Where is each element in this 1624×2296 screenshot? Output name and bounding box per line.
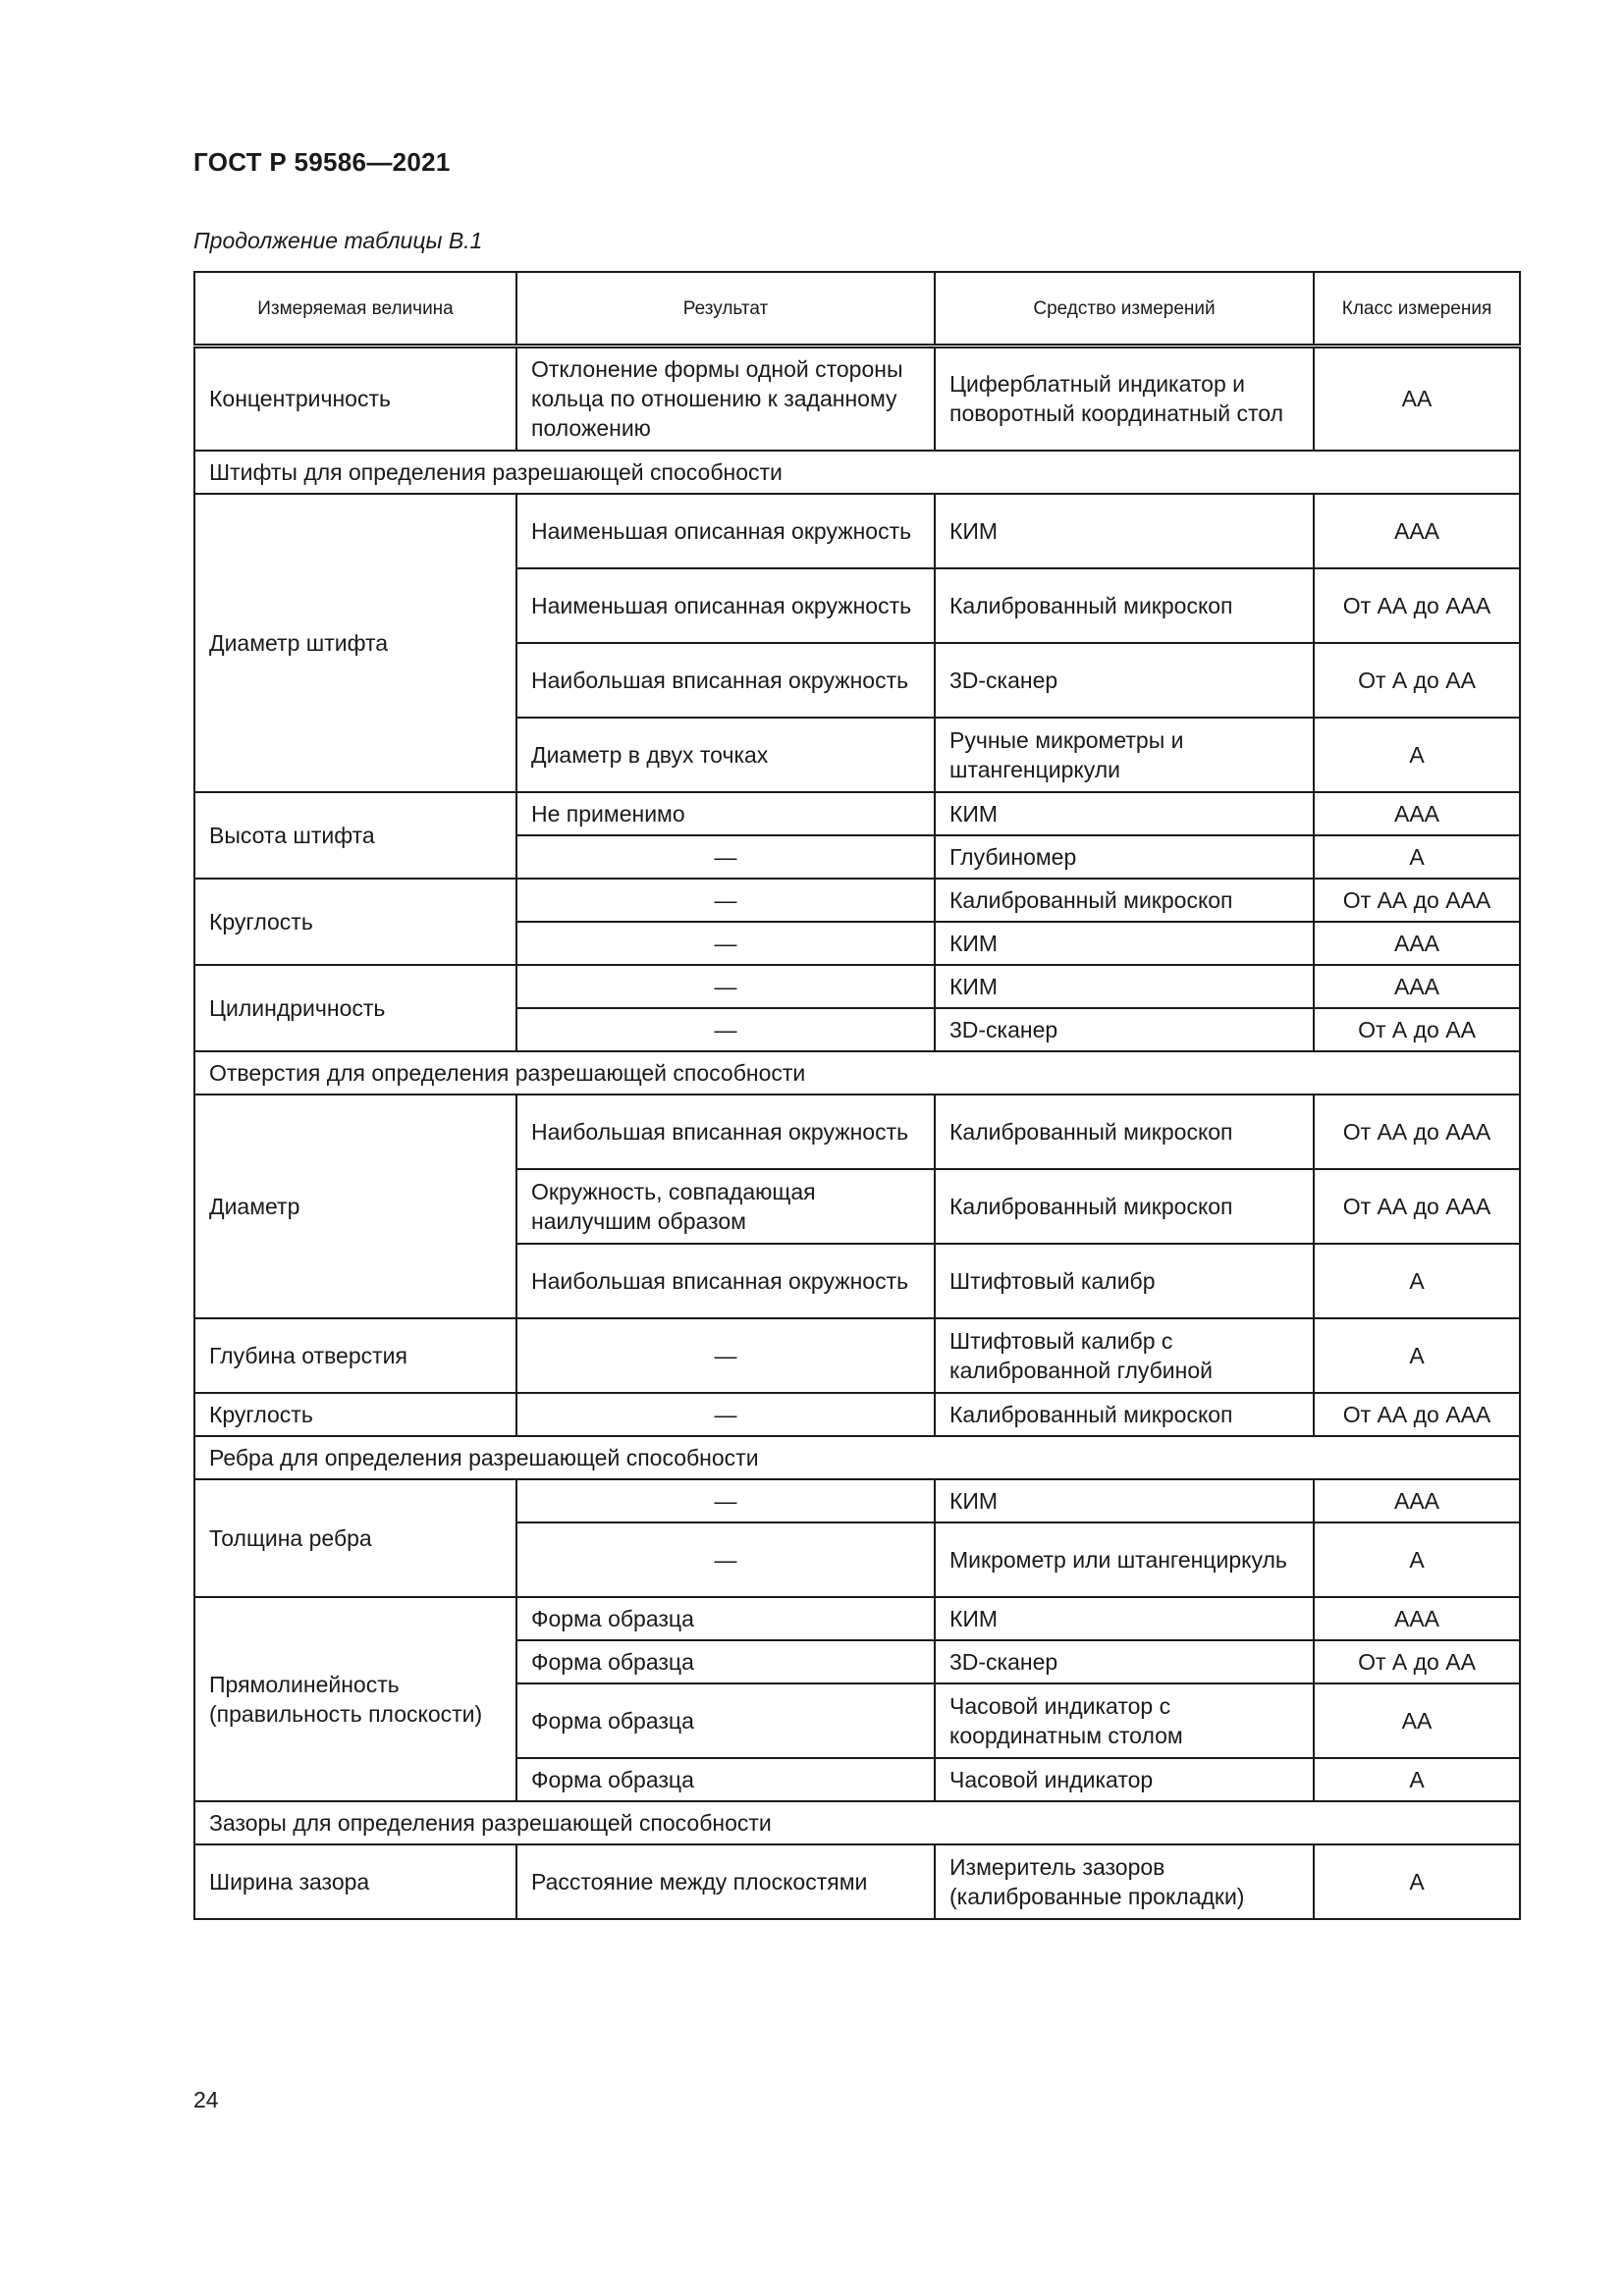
column-header-instrument: Средство измерений xyxy=(935,272,1314,347)
instrument-cell: 3D-сканер xyxy=(935,1640,1314,1683)
class-cell: А xyxy=(1314,1844,1520,1919)
quantity-cell: Прямолинейность (правильность плоскости) xyxy=(194,1597,516,1801)
quantity-cell: Круглость xyxy=(194,1393,516,1436)
section-title: Зазоры для определения разрешающей способности xyxy=(194,1801,1520,1844)
instrument-cell: Часовой индикатор с координатным столом xyxy=(935,1683,1314,1758)
column-header-result: Результат xyxy=(516,272,935,347)
quantity-cell: Диаметр xyxy=(194,1095,516,1318)
instrument-cell: Ручные микрометры и штангенциркули xyxy=(935,718,1314,792)
class-cell: АА xyxy=(1314,347,1520,451)
result-cell: Наибольшая вписанная окружность xyxy=(516,643,935,718)
table-row xyxy=(194,792,1520,835)
result-cell: Наибольшая вписанная окружность xyxy=(516,1095,935,1169)
instrument-cell: Часовой индикатор xyxy=(935,1758,1314,1801)
class-cell: А xyxy=(1314,1244,1520,1318)
table-continuation-caption: Продолжение таблицы В.1 xyxy=(193,228,483,253)
instrument-cell: Калиброванный микроскоп xyxy=(935,1169,1314,1244)
quantity-cell: Глубина отверстия xyxy=(194,1318,516,1393)
quantity-cell: Толщина ребра xyxy=(194,1479,516,1597)
table-row xyxy=(194,1095,1520,1169)
quantity-cell: Цилиндричность xyxy=(194,965,516,1051)
quantity-cell: Диаметр штифта xyxy=(194,494,516,792)
result-cell: Отклонение формы одной стороны кольца по отношению к заданному положению xyxy=(516,347,935,451)
instrument-cell: КИМ xyxy=(935,494,1314,568)
column-header-quantity: Измеряемая величина xyxy=(194,272,516,347)
class-cell: От А до АА xyxy=(1314,1008,1520,1051)
section-title: Штифты для определения разрешающей способности xyxy=(194,451,1520,494)
class-cell: ААА xyxy=(1314,1479,1520,1522)
page-number: 24 xyxy=(193,2087,219,2112)
class-cell: ААА xyxy=(1314,965,1520,1008)
result-cell: — xyxy=(516,1318,935,1393)
section-row-ribs xyxy=(194,1436,1520,1479)
class-cell: А xyxy=(1314,1318,1520,1393)
table-header-row xyxy=(194,272,1520,347)
class-cell: А xyxy=(1314,1522,1520,1597)
result-cell: Форма образца xyxy=(516,1683,935,1758)
instrument-cell: 3D-сканер xyxy=(935,1008,1314,1051)
instrument-cell: Калиброванный микроскоп xyxy=(935,1393,1314,1436)
instrument-cell: Штифтовый калибр с калиброванной глубиной xyxy=(935,1318,1314,1393)
class-cell: ААА xyxy=(1314,1597,1520,1640)
class-cell: А xyxy=(1314,835,1520,879)
result-cell: — xyxy=(516,1522,935,1597)
instrument-cell: Циферблатный индикатор и поворотный координатный стол xyxy=(935,347,1314,451)
result-cell: — xyxy=(516,1479,935,1522)
class-cell: От АА до ААА xyxy=(1314,1169,1520,1244)
document-title: ГОСТ Р 59586—2021 xyxy=(193,147,451,177)
instrument-cell: Штифтовый калибр xyxy=(935,1244,1314,1318)
measurement-table xyxy=(193,271,1521,1920)
section-title: Отверстия для определения разрешающей способности xyxy=(194,1051,1520,1095)
table-row xyxy=(194,1393,1520,1436)
class-cell: ААА xyxy=(1314,922,1520,965)
instrument-cell: КИМ xyxy=(935,1597,1314,1640)
instrument-cell: Калиброванный микроскоп xyxy=(935,568,1314,643)
table-row xyxy=(194,965,1520,1008)
table-row xyxy=(194,1597,1520,1640)
instrument-cell: Измеритель зазоров (калиброванные прокладки) xyxy=(935,1844,1314,1919)
result-cell: — xyxy=(516,965,935,1008)
result-cell: — xyxy=(516,1393,935,1436)
result-cell: Окружность, совпадающая наилучшим образом xyxy=(516,1169,935,1244)
result-cell: — xyxy=(516,1008,935,1051)
class-cell: ААА xyxy=(1314,494,1520,568)
result-cell: Форма образца xyxy=(516,1597,935,1640)
instrument-cell: КИМ xyxy=(935,1479,1314,1522)
table-row xyxy=(194,1479,1520,1522)
section-row-gaps xyxy=(194,1801,1520,1844)
result-cell: Не применимо xyxy=(516,792,935,835)
result-cell: Диаметр в двух точках xyxy=(516,718,935,792)
result-cell: Наименьшая описанная окружность xyxy=(516,494,935,568)
table-row xyxy=(194,1844,1520,1919)
class-cell: От А до АА xyxy=(1314,1640,1520,1683)
class-cell: От АА до ААА xyxy=(1314,568,1520,643)
instrument-cell: 3D-сканер xyxy=(935,643,1314,718)
result-cell: — xyxy=(516,835,935,879)
class-cell: А xyxy=(1314,718,1520,792)
column-header-class: Класс измерения xyxy=(1314,272,1520,347)
quantity-cell: Круглость xyxy=(194,879,516,965)
class-cell: ААА xyxy=(1314,792,1520,835)
result-cell: Форма образца xyxy=(516,1640,935,1683)
result-cell: Наименьшая описанная окружность xyxy=(516,568,935,643)
result-cell: — xyxy=(516,879,935,922)
instrument-cell: КИМ xyxy=(935,792,1314,835)
instrument-cell: КИМ xyxy=(935,965,1314,1008)
table-row xyxy=(194,1318,1520,1393)
section-row-pins xyxy=(194,451,1520,494)
class-cell: От АА до ААА xyxy=(1314,1095,1520,1169)
quantity-cell: Высота штифта xyxy=(194,792,516,879)
instrument-cell: Глубиномер xyxy=(935,835,1314,879)
class-cell: От АА до ААА xyxy=(1314,1393,1520,1436)
result-cell: Расстояние между плоскостями xyxy=(516,1844,935,1919)
class-cell: АА xyxy=(1314,1683,1520,1758)
result-cell: Форма образца xyxy=(516,1758,935,1801)
section-title: Ребра для определения разрешающей способности xyxy=(194,1436,1520,1479)
class-cell: От АА до ААА xyxy=(1314,879,1520,922)
table-row xyxy=(194,494,1520,568)
table-row xyxy=(194,879,1520,922)
instrument-cell: Калиброванный микроскоп xyxy=(935,879,1314,922)
instrument-cell: Калиброванный микроскоп xyxy=(935,1095,1314,1169)
result-cell: Наибольшая вписанная окружность xyxy=(516,1244,935,1318)
quantity-cell: Ширина зазора xyxy=(194,1844,516,1919)
result-cell: — xyxy=(516,922,935,965)
table-row xyxy=(194,347,1520,451)
instrument-cell: Микрометр или штангенциркуль xyxy=(935,1522,1314,1597)
quantity-cell: Концентричность xyxy=(194,347,516,451)
class-cell: А xyxy=(1314,1758,1520,1801)
instrument-cell: КИМ xyxy=(935,922,1314,965)
class-cell: От А до АА xyxy=(1314,643,1520,718)
section-row-holes xyxy=(194,1051,1520,1095)
